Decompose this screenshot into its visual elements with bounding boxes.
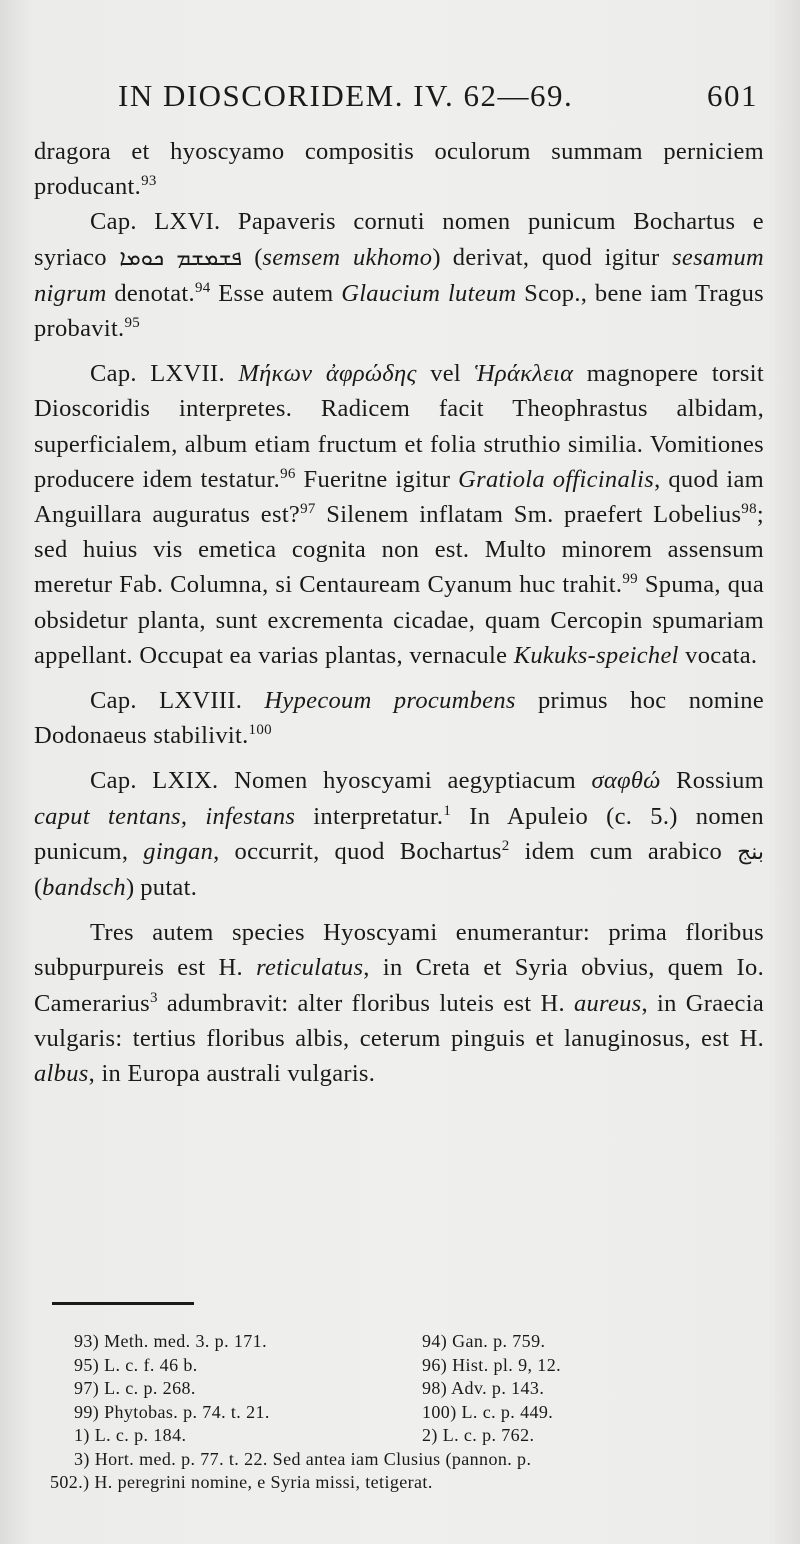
paragraph-cap-lxvi: Cap. LXVI. Papaveris cornuti nomen punicum Bochartus e syriaco ܦܫܡܫܡ ܟܘܡܐ (semsem ukhomo) derivat, quod igitur sesamum nigrum denotat.$^{94}$ Esse autem Glaucium luteum Scop., bene iam Tragus probavit.$^{95}$: [34, 208, 765, 343]
footnote-100: 100) L. c. p. 449.: [422, 1401, 554, 1422]
footnote-row: [50, 1401, 780, 1425]
footnote-93: 93) Meth. med. 3. p. 171.: [74, 1331, 267, 1351]
arabic-word: بنج: [737, 839, 764, 865]
running-title: IN DIOSCORIDEM. IV. 62—69.: [118, 78, 574, 113]
footnote-ref: 1: [443, 802, 452, 819]
footnote-ref: 98: [741, 501, 757, 518]
footnote-row: [50, 1330, 780, 1354]
footnote-ref: 97: [300, 501, 316, 518]
footnote-98: 98) Adv. p. 143.: [422, 1378, 545, 1398]
paragraph-cap-lxviii: Cap. LXVIII. Hypecoum procumbens primus hoc nomine Dodonaeus stabilivit.$^{100}$: [34, 687, 764, 750]
paragraph-species: Tres autem species Hyoscyami enumerantur: prima floribus subpurpureis est H. reticulatus, in Creta et Syria obvius, quem Io. Camerarius$^3$ adumbravit: alter floribus luteis est H. aureus, in Graecia vulgaris: tertius floribus albis, ceterum pinguis et lanuginosus, est H. albus, in Europa australi vulgaris.: [34, 919, 764, 1088]
footnote-3-continued: 502.) H. peregrini nomine, e Syria missi, tetigerat.: [50, 1472, 433, 1492]
footnote-row: [50, 1377, 780, 1401]
running-header: [118, 78, 758, 122]
footnote-99: 99) Phytobas. p. 74. t. 21.: [74, 1401, 270, 1422]
paragraph-cap-lxvii: Cap. LXVII. Μήκων ἀφρώδης vel Ἡράκλεια magnopere torsit Dioscoridis interpretes. Radicem facit Theophrastus albidam, superficialem, album etiam fructum et folia struthio similia. Vomitiones producere idem testatur.$^{96}$ Fueritne igitur Gratiola officinalis, quod iam Anguillara auguratus est?$^{97}$ Silenem inflatam Sm. praefert Lobelius$^{98}$; sed huius vis emetica cognita non est. Multo minorem assensum meretur Fab. Columna, si Centauream Cyanum huc trahit.$^{99}$ Spuma, qua obsidetur planta, sunt excrementa cicadae, quam Cercopin spumariam appellant. Occupat ea varias plantas, vernacule Kukuks-speichel vocata.: [34, 360, 765, 669]
syriac-word-2: ܟܘܡܐ: [119, 245, 165, 271]
footnote-row: [50, 1424, 780, 1448]
footnotes: [50, 1330, 780, 1495]
footnote-97: 97) L. c. p. 268.: [74, 1378, 196, 1398]
footnote-3: 3) Hort. med. p. 77. t. 22. Sed antea iam Clusius (pannon. p.: [74, 1448, 532, 1469]
footnote-row: [50, 1448, 780, 1472]
footnote-ref: 3: [149, 989, 158, 1006]
footnote-ref: 96: [280, 465, 296, 482]
footnote-ref: 100: [248, 722, 272, 739]
footnote-ref: 95: [124, 315, 141, 332]
paragraph-continuation: dragora et hyoscyamo compositis oculorum summam perniciem producant.$^{93}$: [34, 138, 764, 201]
footnote-94: 94) Gan. p. 759.: [422, 1331, 546, 1351]
syriac-word-1: ܦܫܡܫܡ: [176, 245, 242, 271]
paragraph-cap-lxix: Cap. LXIX. Nomen hyoscyami aegyptiacum σαφθώ Rossium caput tentans, infestans interpretatur.$^1$ In Apuleio (c. 5.) nomen punicum, gingan, occurrit, quod Bochartus$^2$ idem cum arabico بنج (bandsch) putat.: [34, 767, 764, 902]
footnote-ref: 99: [622, 571, 638, 588]
footnote-divider: [52, 1302, 194, 1305]
footnote-96: 96) Hist. pl. 9, 12.: [422, 1354, 562, 1375]
footnote-1: 1) L. c. p. 184.: [74, 1425, 187, 1445]
footnote-ref: 2: [501, 837, 510, 854]
footnote-row: [50, 1471, 780, 1495]
footnote-ref: 93: [141, 173, 157, 190]
main-text: [34, 134, 764, 1091]
footnote-ref: 94: [194, 279, 211, 296]
page-number: 601: [707, 78, 758, 113]
footnote-row: [50, 1354, 780, 1378]
footnote-2: 2) L. c. p. 762.: [422, 1425, 535, 1445]
footnote-95: 95) L. c. f. 46 b.: [74, 1354, 198, 1375]
